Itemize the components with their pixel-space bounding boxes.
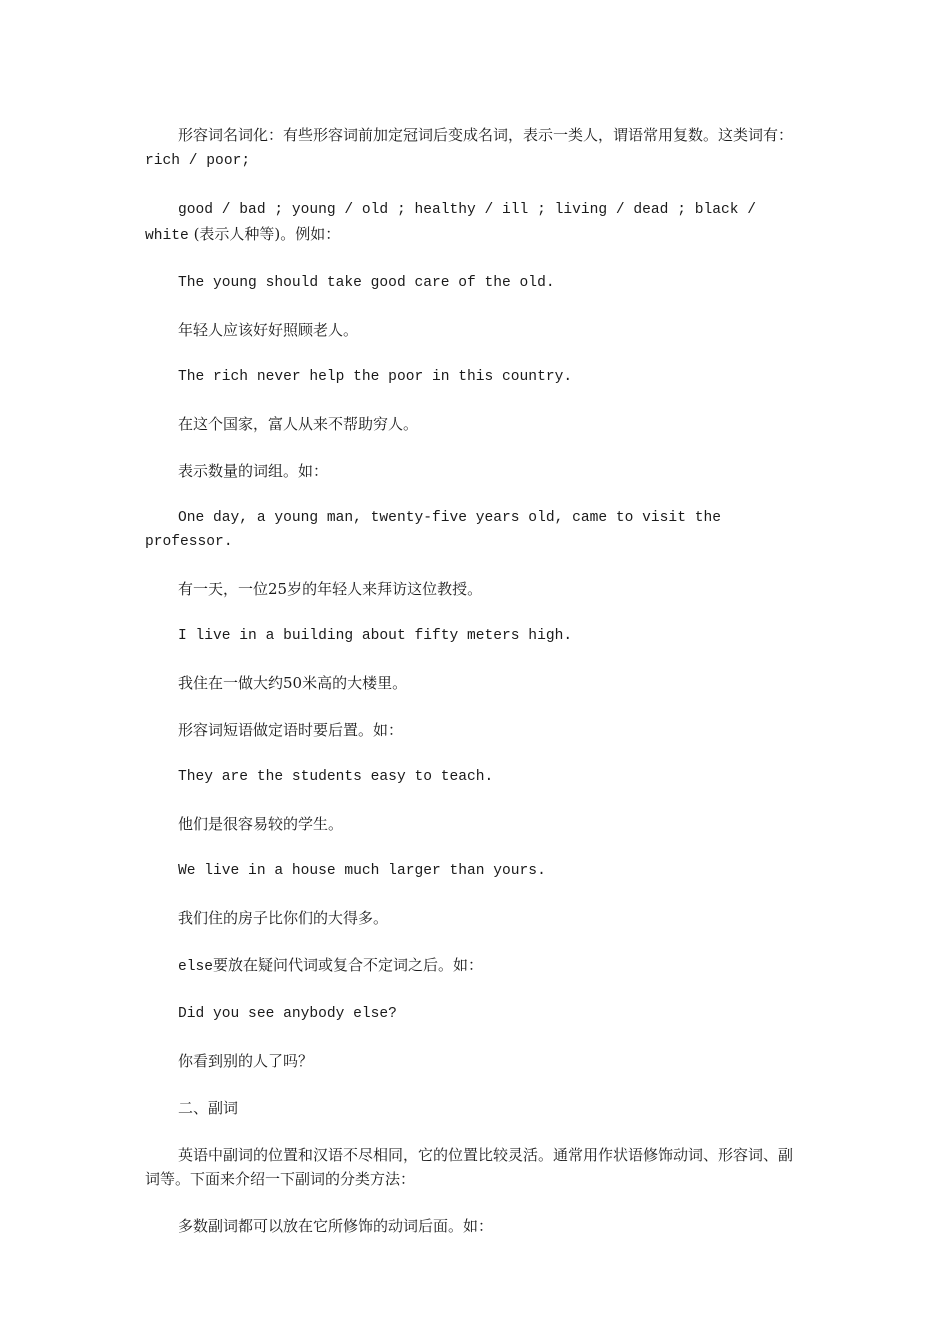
rule-heading: 表示数量的词组。如： <box>178 462 329 480</box>
paragraph-text-en: rich / poor; <box>145 153 251 169</box>
example-sentence-en: One day, a young man, twenty-five years old, came to visit the professor. <box>145 510 721 550</box>
example-sentence-en: Did you see anybody else? <box>178 1006 397 1022</box>
section-heading: 二、副词 <box>178 1099 239 1117</box>
document-body <box>145 123 805 1261</box>
example-translation-cn: 你看到别的人了吗？ <box>178 1052 314 1070</box>
example-translation-cn: 他们是很容易较的学生。 <box>178 815 344 833</box>
example-sentence-en: The rich never help the poor in this country. <box>178 369 573 385</box>
example-translation-cn: 我住在一做大约50米高的大楼里。 <box>178 674 408 692</box>
paragraph-text-cn: 形容词名词化：有些形容词前加定冠词后变成名词，表示一类人，谓语常用复数。这类词有： <box>178 126 794 144</box>
paragraph-text-cn: (表示人种等)。例如： <box>193 225 341 243</box>
section-intro: 英语中副词的位置和汉语不尽相同，它的位置比较灵活。通常用作状语修饰动词、形容词、副词等。下面来介绍一下副词的分类方法： <box>145 1146 794 1188</box>
paragraph-text-en: else <box>178 959 214 975</box>
example-translation-cn: 我们住的房子比你们的大得多。 <box>178 909 389 927</box>
rule-heading: 多数副词都可以放在它所修饰的动词后面。如： <box>178 1217 494 1235</box>
example-translation-cn: 年轻人应该好好照顾老人。 <box>178 321 359 339</box>
rule-heading: 形容词短语做定语时要后置。如： <box>178 721 404 739</box>
example-sentence-en: We live in a house much larger than yours. <box>178 863 546 879</box>
paragraph-adjective-pairs <box>145 196 805 248</box>
example-sentence-en: I live in a building about fifty meters high. <box>178 628 573 644</box>
paragraph-adjective-nominalization <box>145 123 805 173</box>
example-translation-cn: 在这个国家，富人从来不帮助穷人。 <box>178 415 419 433</box>
example-sentence-en: The young should take good care of the old. <box>178 275 555 291</box>
example-translation-cn: 有一天，一位25岁的年轻人来拜访这位教授。 <box>178 580 483 598</box>
example-sentence-en: They are the students easy to teach. <box>178 769 494 785</box>
rule-heading <box>145 953 805 979</box>
paragraph-text-cn: 要放在疑问代词或复合不定词之后。如： <box>213 956 484 974</box>
paragraph-text-en: good / bad ; young / old ; healthy / ill ; living / dead ; black / white <box>145 202 757 244</box>
